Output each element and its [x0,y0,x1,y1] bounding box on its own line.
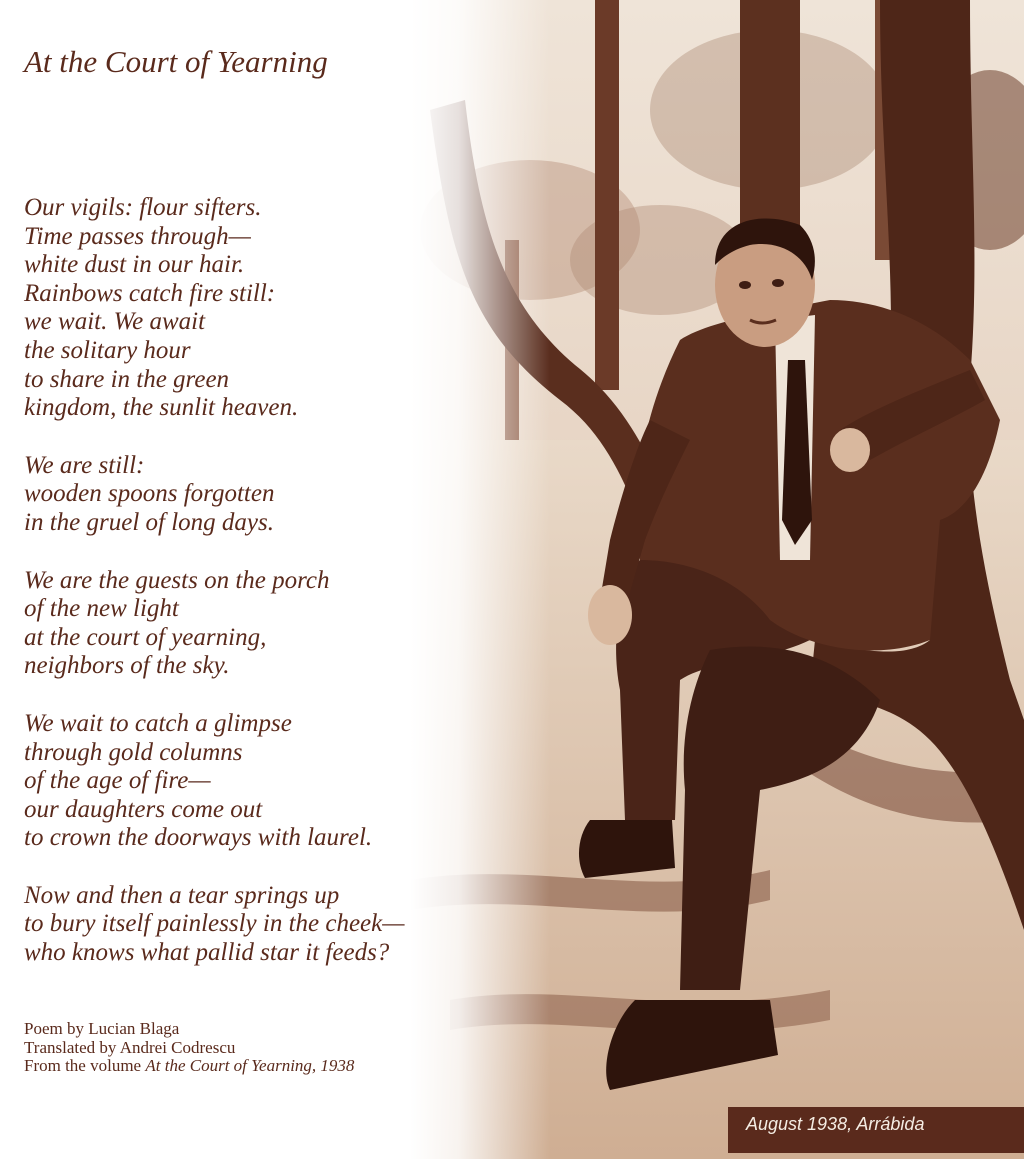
poem-line: who knows what pallid star it feeds? [24,939,390,967]
poem-line: to share in the green [24,365,230,393]
poem-line: neighbors of the sky. [24,652,230,680]
poem-line: white dust in our hair. [24,251,245,279]
poem-line: We wait to catch a glimpse [24,709,292,737]
poem-line: at the court of yearning, [24,623,267,651]
translator-credit: Translated by Andrei Codrescu [24,1037,236,1057]
poem-line: We are the guests on the porch [24,566,330,594]
photo-caption-text: August 1938, Arrábida [746,1114,925,1134]
poem-line: through gold columns [24,738,243,766]
poem-line: Time passes through— [24,222,251,250]
poem-line: wooden spoons forgotten [24,480,275,508]
poem-line: to bury itself painlessly in the cheek— [24,910,405,938]
portrait-photo [410,0,1024,1159]
poem-title: At the Court of Yearning [24,44,328,79]
stanza [24,567,404,681]
author-credit: Poem by Lucian Blaga [24,1019,180,1038]
poem-line: our daughters come out [24,795,263,823]
stanza [24,194,404,423]
volume-credit [24,1057,354,1076]
stanza [24,452,404,538]
poem-line: the solitary hour [24,336,191,364]
poem-line: we wait. We await [24,308,206,336]
poem-line: kingdom, the sunlit heaven. [24,394,299,422]
photo-caption [728,1107,1024,1153]
poem-line: of the age of fire— [24,767,211,795]
volume-prefix: From the volume [24,1056,146,1075]
poem-body [24,194,404,997]
stanza [24,710,404,853]
poem-line: We are still: [24,451,145,479]
poem-line: to crown the doorways with laurel. [24,824,373,852]
poem-line: of the new light [24,595,179,623]
poem-line: in the gruel of long days. [24,508,274,536]
poem-line: Our vigils: flour sifters. [24,194,262,221]
stanza [24,882,404,968]
volume-title: At the Court of Yearning, 1938 [145,1056,355,1075]
poem-line: Now and then a tear springs up [24,881,340,909]
poem-credits [24,1020,354,1076]
poem-line: Rainbows catch fire still: [24,279,276,307]
